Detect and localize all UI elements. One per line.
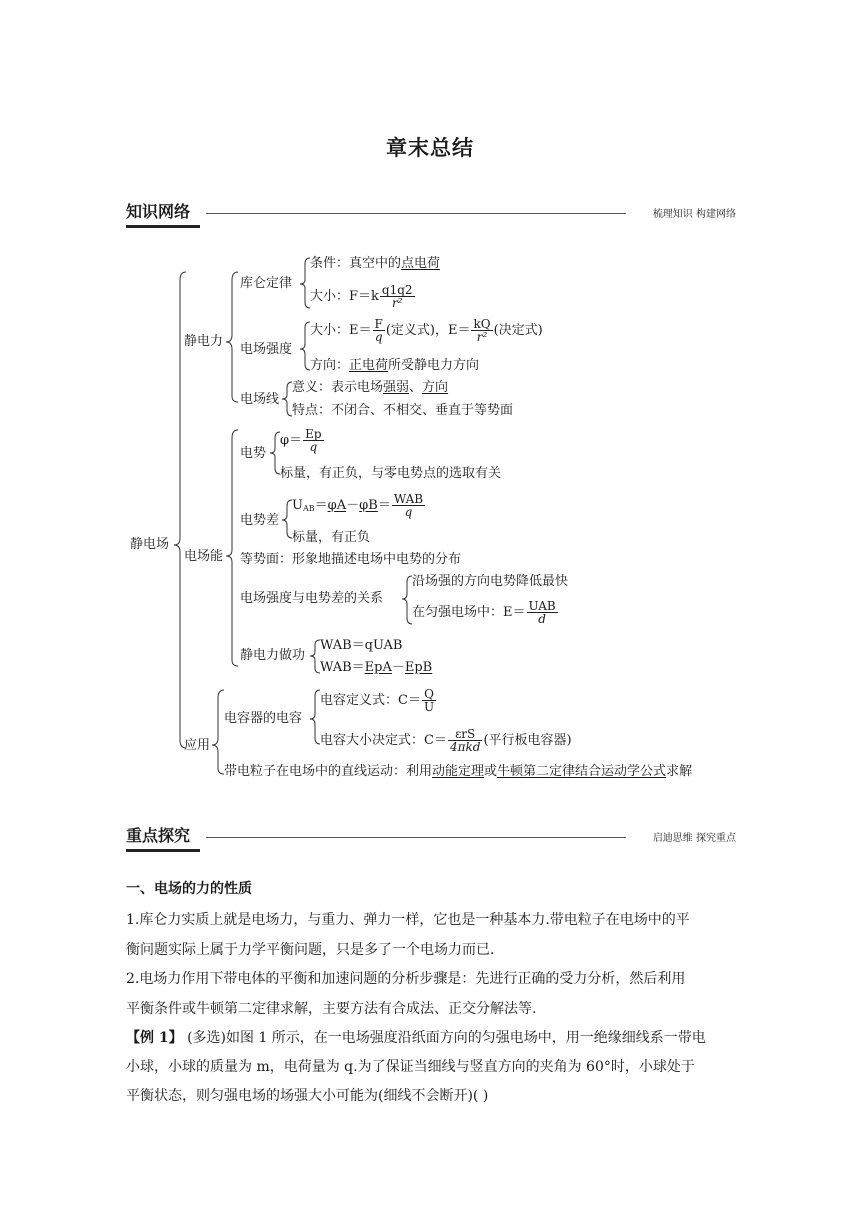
text: ＝ [314, 498, 328, 513]
node-force: 静电力 [184, 334, 224, 349]
numerator: UAB [528, 599, 556, 613]
coulomb-condition [310, 256, 440, 272]
denominator: r² [476, 330, 488, 344]
denominator: q [404, 505, 413, 519]
text: 条件：真空中的 [310, 256, 402, 271]
node-application: 应用 [184, 738, 211, 753]
brace-capacitor [310, 690, 320, 744]
paragraph-2-line-1: 2.电场力作用下带电体的平衡和加速问题的分析步骤是：先进行正确的受力分析，然后利用 [126, 971, 686, 987]
potential-desc: 标量，有正负，与零电势点的选取有关 [280, 466, 502, 481]
brace-lines [282, 382, 292, 416]
text: WAB＝ [320, 660, 365, 675]
underlined-term: 方向 [422, 380, 449, 395]
node-coulomb: 库仑定律 [240, 276, 293, 291]
section-rule [206, 837, 626, 838]
denominator: r² [391, 296, 403, 310]
node-potential: 电势 [240, 446, 267, 461]
text: φ＝ [280, 433, 303, 448]
example-line-3: 平衡状态，则匀强电场的场强大小可能为(细线不会断开)( ) [126, 1088, 489, 1104]
denominator: q [374, 330, 383, 344]
underlined-term: 正电荷 [349, 358, 389, 373]
denominator: q [309, 440, 318, 454]
text: 所受静电力方向 [388, 358, 480, 373]
potential-formula [280, 428, 325, 453]
brace-coulomb [300, 258, 310, 308]
fraction [392, 493, 425, 518]
work-2 [320, 660, 432, 676]
underlined-term: EpB [404, 660, 433, 675]
node-pdiff: 电势差 [240, 513, 280, 528]
text: (多选)如图 1 所示，在一电场强度沿纸面方向的匀强电场中，用一绝缘细线系一带电 [187, 1030, 706, 1046]
denominator: d [538, 612, 546, 626]
coulomb-size [310, 284, 416, 309]
section-title: 知识网络 [126, 202, 191, 221]
numerator: q1q2 [381, 283, 413, 297]
text: (决定式) [493, 323, 543, 338]
node-capacitor: 电容器的电容 [224, 711, 303, 726]
brace-app [212, 690, 224, 774]
node-root: 静电场 [130, 537, 170, 552]
section-subtitle: 梳理知识 构建网络 [652, 209, 736, 220]
fraction [303, 428, 323, 453]
paragraph-1-line-2: 衡问题实际上属于力学平衡问题，只是多了一个电场力而已. [126, 942, 495, 958]
brace-relation [402, 576, 412, 624]
brace-pdiff [282, 500, 292, 538]
paragraph-1-line-1: 1.库仑力实质上就是电场力，与重力、弹力一样，它也是一种基本力.带电粒子在电场中的平 [126, 912, 690, 928]
brace-potential [270, 432, 280, 474]
section-subtitle: 启迪思维 探究重点 [652, 833, 736, 844]
subscript: AB [302, 504, 315, 513]
linear-motion [224, 764, 692, 780]
node-work: 静电力做功 [240, 648, 306, 663]
numerator: Q [422, 688, 436, 701]
fraction [527, 600, 558, 625]
numerator: Ep [305, 427, 322, 441]
underlined-term: φB [359, 498, 378, 513]
text: 带电粒子在电场中的直线运动：利用 [224, 764, 433, 779]
text: 或 [484, 764, 498, 779]
paragraph-2-line-2: 平衡条件或牛顿第二定律求解，主要方法有合成法、正交分解法等. [126, 1001, 537, 1017]
text: 电容大小决定式：C＝ [320, 733, 447, 748]
capacitor-size [320, 728, 572, 753]
underlined-term: EpA [364, 660, 392, 675]
relation-2 [412, 600, 559, 625]
example-line-2: 小球，小球的质量为 m，电荷量为 q.为了保证当细线与竖直方向的夹角为 60°时，小球处于 [126, 1059, 695, 1075]
brace-field [300, 322, 310, 370]
lines-feature: 特点：不闭合、不相交、垂直于等势面 [292, 403, 514, 418]
relation-1: 沿场强的方向电势降低最快 [412, 574, 569, 589]
section-header-focus [126, 826, 736, 850]
fraction [422, 688, 436, 713]
node-lines: 电场线 [240, 392, 280, 407]
work-1: WAB＝qUAB [320, 638, 403, 653]
underlined-term: 动能定理 [432, 764, 485, 779]
numerator: WAB [393, 492, 424, 506]
field-direction [310, 358, 479, 374]
field-size [310, 318, 543, 343]
denominator: U [423, 700, 435, 714]
node-equipotential: 等势面：形象地描述电场中电势的分布 [240, 552, 462, 567]
numerator: εrS [448, 728, 482, 741]
text: 大小：F＝k [310, 289, 379, 304]
pdiff-desc: 标量，有正负 [292, 530, 371, 545]
section-title: 重点探究 [126, 826, 191, 845]
brace-force [226, 272, 238, 402]
capacitor-definition [320, 688, 437, 713]
content-heading: 一、电场的力的性质 [126, 881, 252, 897]
underlined-term: φA [327, 498, 347, 513]
pdiff-formula [292, 493, 426, 518]
text: － [391, 660, 405, 675]
example-line-1 [126, 1029, 706, 1047]
text: 求解 [666, 764, 693, 779]
text: 电容定义式：C＝ [320, 693, 421, 708]
brace-energy [226, 430, 238, 666]
text: 大小：E＝ [310, 323, 372, 338]
page-title: 章末总结 [386, 136, 474, 160]
underlined-term: 牛顿第二定律结合运动学公式 [497, 764, 667, 779]
underlined-term: 强弱 [383, 380, 410, 395]
fraction [380, 284, 415, 309]
numerator: kQ [473, 317, 491, 331]
text: 、 [409, 380, 423, 395]
section-underline [126, 849, 200, 852]
text: 意义：表示电场 [292, 380, 384, 395]
example-label: 【例 1】 [126, 1030, 183, 1046]
text: (平行板电容器) [483, 733, 572, 748]
text: － [346, 498, 360, 513]
text: 方向： [310, 358, 350, 373]
denominator: 4πkd [449, 740, 481, 754]
node-field: 电场强度 [240, 342, 293, 357]
text: 在匀强电场中：E＝ [412, 605, 526, 620]
node-energy: 电场能 [184, 549, 224, 564]
fraction [471, 318, 492, 343]
text: U [292, 498, 303, 513]
brace-work [310, 640, 320, 673]
fraction [373, 318, 385, 343]
numerator: F [374, 317, 383, 331]
text: ＝ [377, 498, 391, 513]
underlined-term: 点电荷 [401, 256, 441, 271]
lines-meaning [292, 380, 448, 396]
text: (定义式)，E＝ [385, 323, 471, 338]
node-relation: 电场强度与电势差的关系 [240, 591, 384, 606]
fraction [448, 728, 482, 753]
